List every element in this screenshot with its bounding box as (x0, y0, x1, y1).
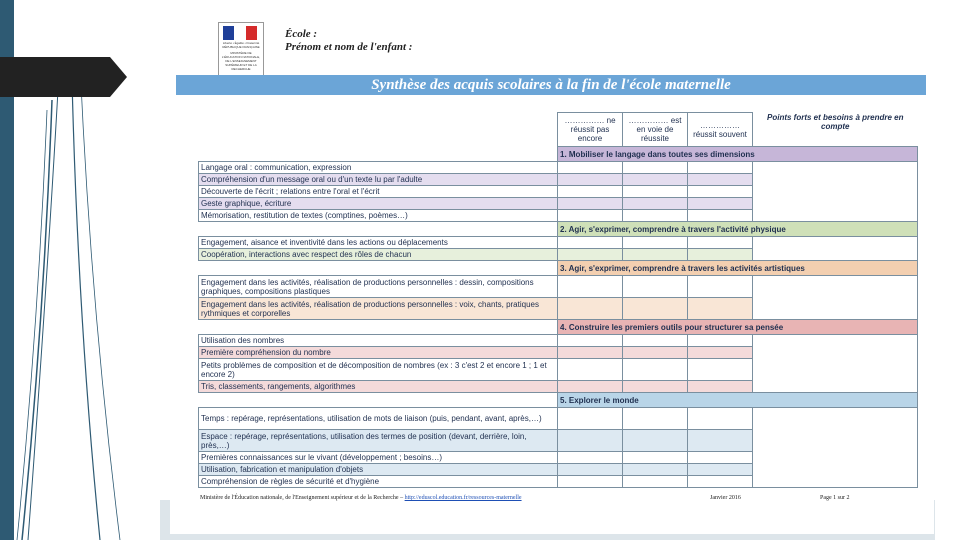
rating-cell[interactable] (558, 335, 623, 347)
skill-label: Petits problèmes de composition et de décomposition de nombres (ex : 3 c'est 2 et encore 1 ; 1 et encore 2) (199, 359, 558, 381)
skill-label: Première compréhension du nombre (199, 347, 558, 359)
rating-cell[interactable] (558, 476, 623, 488)
rating-cell[interactable] (623, 335, 688, 347)
rating-cell[interactable] (623, 237, 688, 249)
rating-cell[interactable] (558, 298, 623, 320)
rating-cell[interactable] (688, 408, 753, 430)
section-title: 5. Explorer le monde (558, 393, 918, 408)
rating-cell[interactable] (688, 335, 753, 347)
rating-cell[interactable] (558, 186, 623, 198)
notes-cell[interactable] (753, 335, 918, 393)
rating-cell[interactable] (623, 162, 688, 174)
rating-cell[interactable] (688, 174, 753, 186)
column-header-strengths: Points forts et besoins à prendre en compte (767, 112, 904, 131)
skill-label: Mémorisation, restitution de textes (comptines, poèmes…) (199, 210, 558, 222)
notes-cell[interactable] (753, 237, 918, 261)
rating-cell[interactable] (558, 359, 623, 381)
skill-label: Compréhension de règles de sécurité et d'hygiène (199, 476, 558, 488)
rating-cell[interactable] (688, 359, 753, 381)
skill-label: Découverte de l'écrit ; relations entre l'oral et l'écrit (199, 186, 558, 198)
rating-cell[interactable] (558, 464, 623, 476)
rating-cell[interactable] (688, 276, 753, 298)
footer-ministry: Ministère de l'Éducation nationale, de l'Enseignement supérieur et de la Recherche – (200, 495, 404, 501)
rating-cell[interactable] (558, 452, 623, 464)
skill-label: Temps : repérage, représentations, utilisation de mots de liaison (puis, pendant, avant, après,…) (199, 408, 558, 430)
column-header-often: …………… réussit souvent (688, 113, 753, 147)
column-header-table (557, 112, 918, 147)
rating-cell[interactable] (688, 237, 753, 249)
footer-date: Janvier 2016 (710, 495, 741, 501)
rating-cell[interactable] (688, 298, 753, 320)
rating-cell[interactable] (623, 174, 688, 186)
ecole-label: École : (285, 28, 318, 40)
rating-cell[interactable] (623, 476, 688, 488)
rating-cell[interactable] (623, 198, 688, 210)
rating-cell[interactable] (558, 430, 623, 452)
skill-label: Utilisation des nombres (199, 335, 558, 347)
rating-cell[interactable] (558, 174, 623, 186)
rating-cell[interactable] (623, 298, 688, 320)
skill-label: Engagement dans les activités, réalisation de productions personnelles : voix, chants, pratiques rythmiques et corporelles (199, 298, 558, 320)
skill-label: Utilisation, fabrication et manipulation d'objets (199, 464, 558, 476)
rating-cell[interactable] (688, 162, 753, 174)
rating-cell[interactable] (688, 476, 753, 488)
skill-label: Espace : repérage, représentations, utilisation des termes de position (devant, derrière, loin, près,…) (199, 430, 558, 452)
skill-label: Engagement dans les activités, réalisation de productions personnelles : dessin, compositions graphiques, compositions plastiques (199, 276, 558, 298)
rating-cell[interactable] (688, 381, 753, 393)
rating-cell[interactable] (623, 452, 688, 464)
skill-label: Compréhension d'un message oral ou d'un texte lu par l'adulte (199, 174, 558, 186)
rating-cell[interactable] (688, 430, 753, 452)
rating-cell[interactable] (623, 464, 688, 476)
skill-label: Engagement, aisance et inventivité dans les actions ou déplacements (199, 237, 558, 249)
skill-label: Coopération, interactions avec respect des rôles de chacun (199, 249, 558, 261)
rating-cell[interactable] (623, 430, 688, 452)
notes-cell[interactable] (753, 276, 918, 320)
rating-cell[interactable] (623, 249, 688, 261)
rating-cell[interactable] (558, 210, 623, 222)
rating-cell[interactable] (623, 381, 688, 393)
rating-cell[interactable] (558, 237, 623, 249)
rating-cell[interactable] (688, 347, 753, 359)
skill-label: Geste graphique, écriture (199, 198, 558, 210)
rating-cell[interactable] (558, 198, 623, 210)
rating-cell[interactable] (688, 464, 753, 476)
rating-cell[interactable] (688, 198, 753, 210)
rating-cell[interactable] (558, 276, 623, 298)
assessment-table (198, 146, 918, 488)
notes-cell[interactable] (753, 408, 918, 488)
rating-cell[interactable] (558, 162, 623, 174)
logo-ministry-name: MINISTÈRE DE L'ÉDUCATION NATIONALE, DE L'ENSEIGNEMENT SUPÉRIEUR ET DE LA RECHERCHE (221, 51, 261, 71)
column-header-not-yet: …………… ne réussit pas encore (558, 113, 623, 147)
rating-cell[interactable] (688, 210, 753, 222)
rating-cell[interactable] (623, 347, 688, 359)
column-header-in-progress: …………… est en voie de réussite (623, 113, 688, 147)
footer-link[interactable]: http://eduscol.education.fr/ressources-maternelle (404, 495, 522, 501)
skill-label: Tris, classements, rangements, algorithmes (199, 381, 558, 393)
rating-cell[interactable] (558, 408, 623, 430)
child-name-label: Prénom et nom de l'enfant : (285, 41, 413, 53)
rating-cell[interactable] (623, 276, 688, 298)
footer-page: Page 1 sur 2 (820, 495, 850, 501)
rating-cell[interactable] (623, 210, 688, 222)
logo-subtitle: Liberté • Égalité • Fraternité RÉPUBLIQUE FRANÇAISE (222, 41, 260, 49)
section-title: 1. Mobiliser le langage dans toutes ses dimensions (558, 147, 918, 162)
rating-cell[interactable] (623, 359, 688, 381)
section-title: 2. Agir, s'exprimer, comprendre à travers l'activité physique (558, 222, 918, 237)
notes-cell[interactable] (753, 162, 918, 222)
flag-icon (223, 26, 257, 40)
rating-cell[interactable] (688, 452, 753, 464)
section-title: 3. Agir, s'exprimer, comprendre à travers les activités artistiques (558, 261, 918, 276)
rating-cell[interactable] (558, 249, 623, 261)
rating-cell[interactable] (623, 186, 688, 198)
rating-cell[interactable] (558, 381, 623, 393)
skill-label: Langage oral : communication, expression (199, 162, 558, 174)
skill-label: Premières connaissances sur le vivant (développement ; besoins…) (199, 452, 558, 464)
rating-cell[interactable] (623, 408, 688, 430)
rating-cell[interactable] (688, 249, 753, 261)
ministry-logo (218, 22, 264, 79)
banner-title: Synthèse des acquis scolaires à la fin de l'école maternelle (176, 75, 926, 95)
rating-cell[interactable] (688, 186, 753, 198)
footer-source (200, 495, 522, 501)
section-title: 4. Construire les premiers outils pour structurer sa pensée (558, 320, 918, 335)
rating-cell[interactable] (558, 347, 623, 359)
arrow-shape (0, 57, 127, 97)
